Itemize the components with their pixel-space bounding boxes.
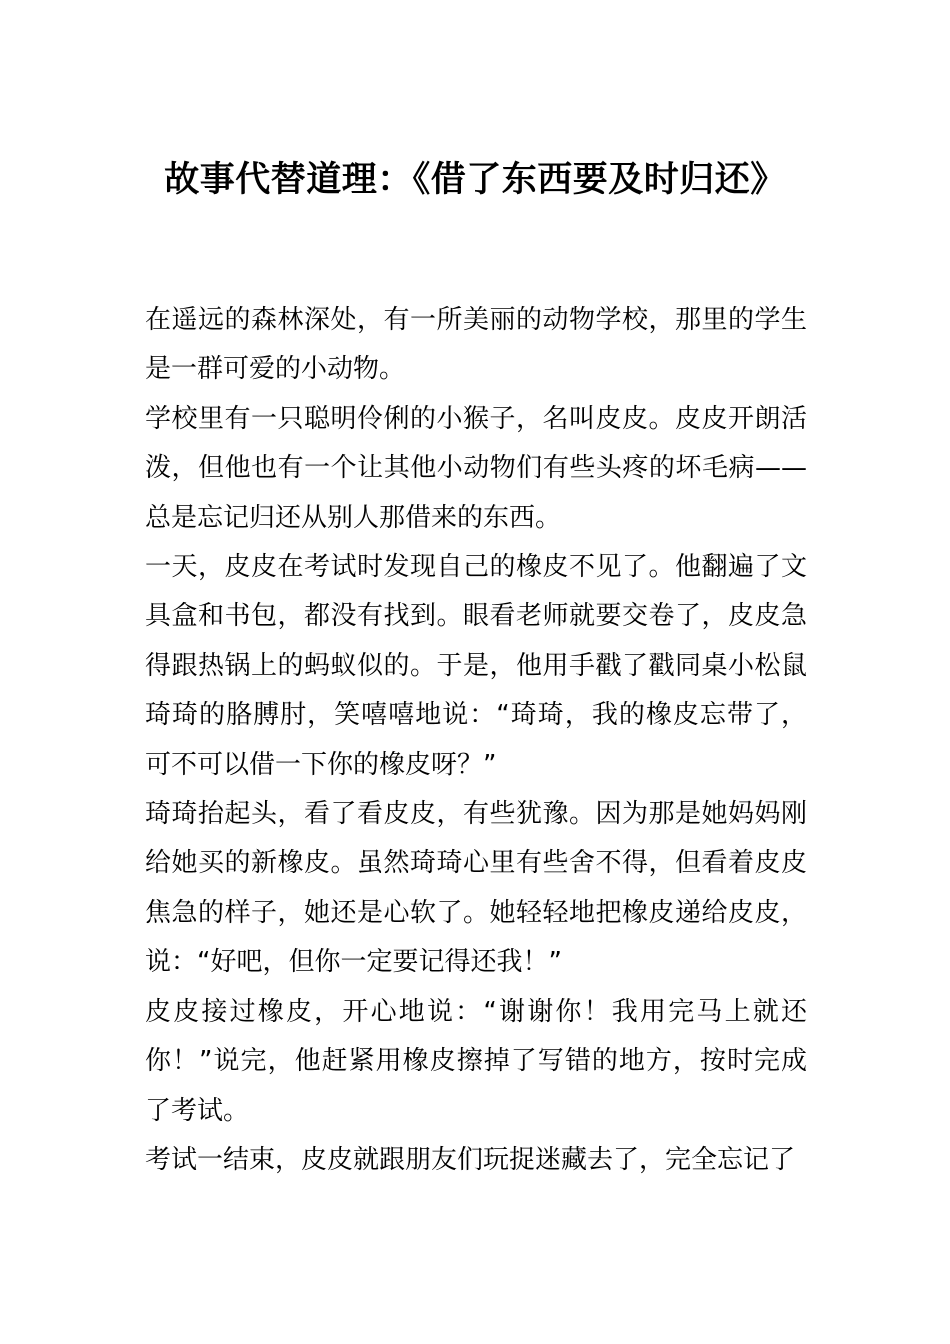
paragraph-1: 在遥远的森林深处，有一所美丽的动物学校，那里的学生是一群可爱的小动物。: [145, 305, 807, 385]
paragraph-6: 考试一结束，皮皮就跟朋友们玩捉迷藏去了，完全忘记了: [145, 1144, 796, 1175]
paragraph-5: 皮皮接过橡皮，开心地说：“谢谢你！我用完马上就还你！”说完，他赶紧用橡皮擦掉了写错的地方，按时完成了考试。: [145, 996, 807, 1126]
paragraph-2: 学校里有一只聪明伶俐的小猴子，名叫皮皮。皮皮开朗活泼，但他也有一个让其他小动物们有些头疼的坏毛病——总是忘记归还从别人那借来的东西。: [145, 403, 807, 533]
document-title: 故事代替道理：《借了东西要及时归还》: [164, 160, 786, 200]
story-body: [145, 296, 807, 1185]
paragraph-3: 一天，皮皮在考试时发现自己的橡皮不见了。他翻遍了文具盒和书包，都没有找到。眼看老师就要交卷了，皮皮急得跟热锅上的蚂蚁似的。于是，他用手戳了戳同桌小松鼠琦琦的胳膊肘，笑嘻嘻地说：“琦琦，我的橡皮忘带了，可不可以借一下你的橡皮呀？”: [145, 552, 807, 780]
paragraph-4: 琦琦抬起头，看了看皮皮，有些犹豫。因为那是她妈妈刚给她买的新橡皮。虽然琦琦心里有些舍不得，但看着皮皮焦急的样子，她还是心软了。她轻轻地把橡皮递给皮皮，说：“好吧，但你一定要记得还我！”: [145, 799, 807, 978]
